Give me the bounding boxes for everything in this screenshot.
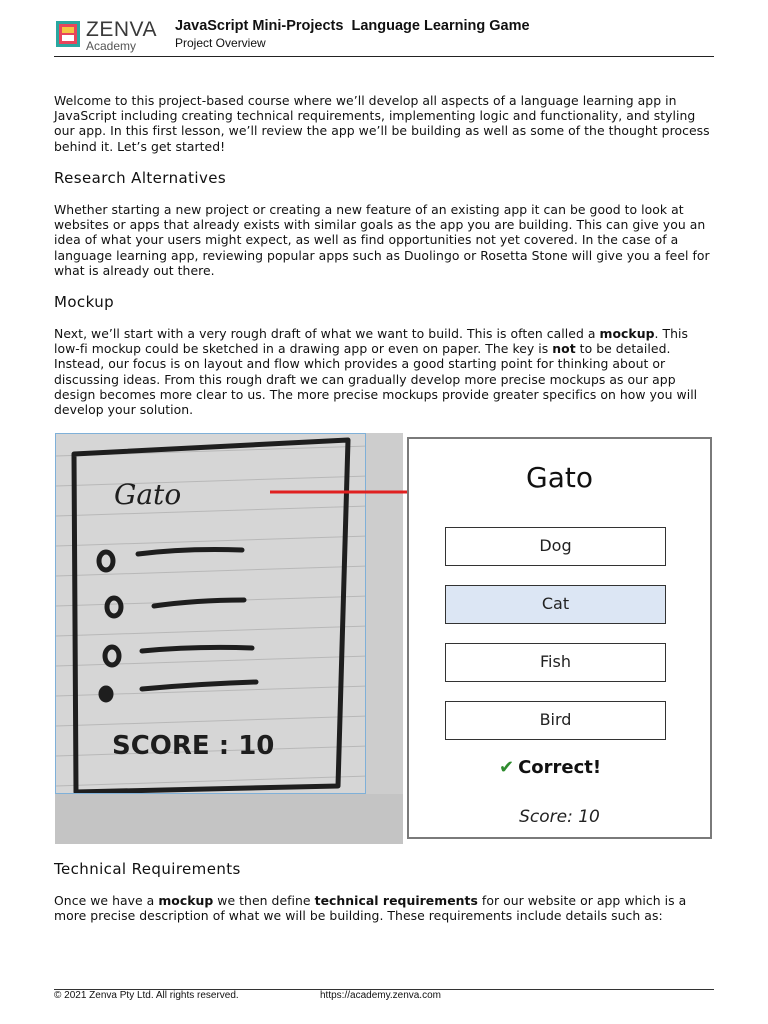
heading-technical-requirements: Technical Requirements	[54, 860, 241, 878]
zenva-logo	[54, 18, 174, 52]
page-footer	[54, 989, 714, 1006]
sketch-score: SCORE : 10	[112, 731, 275, 761]
technical-requirements-paragraph: Once we have a mockup we then define technical requirements for our website or app which is a more precise description of what we will be building. These requirements include details such as:	[54, 893, 687, 924]
option-cat[interactable]: Cat	[445, 585, 666, 624]
heading-mockup: Mockup	[54, 293, 115, 311]
mockup-title: Gato	[526, 461, 593, 494]
option-bird[interactable]: Bird	[445, 701, 666, 740]
page-header	[54, 14, 714, 57]
mockup-paragraph: Next, we’ll start with a very rough draft of what we want to build. This is often called a mockup. This low-fi mockup could be sketched in a drawing app or even on paper. The key is not to be detailed. Instead, our focus is on layout and flow which provides a good starting point for thinking about or discussing ideas. From this rough draft we can gradually develop more precise mockups as our app design becomes more clear to us. The more precise mockups provide greater specifics on how you will develop your solution.	[54, 326, 698, 418]
logo-name: ZENVA	[86, 18, 157, 41]
mockup-score: Score: 10	[519, 807, 600, 827]
zenva-logo-icon	[56, 21, 80, 47]
result-message: ✔ Correct!	[499, 757, 602, 778]
heading-research-alternatives: Research Alternatives	[54, 169, 227, 187]
digital-mockup	[407, 437, 712, 839]
sketch-title: Gato	[114, 478, 182, 511]
document-title: JavaScript Mini-Projects Language Learning Game	[175, 18, 530, 34]
sketch-photo-bottom	[55, 794, 403, 844]
logo-subtitle: Academy	[86, 39, 137, 53]
document-subtitle: Project Overview	[175, 36, 266, 50]
footer-copyright: © 2021 Zenva Pty Ltd. All rights reserved.	[54, 990, 239, 1001]
option-fish[interactable]: Fish	[445, 643, 666, 682]
option-dog[interactable]: Dog	[445, 527, 666, 566]
intro-paragraph: Welcome to this project-based course where we’ll develop all aspects of a language learning app in JavaScript including creating technical requirements, implementing logic and functionality, and styling our app. In this first lesson, we’ll review the app we’ll be building as well as some of the thought process behind it. Let’s get started!	[54, 93, 710, 154]
research-paragraph: Whether starting a new project or creating a new feature of an existing app it can be good to look at websites or apps that already exists with similar goals as the app you are building. This can give you an idea of what your users might expect, as well as find opportunities not yet covered. In the case of a language learning app, reviewing popular apps such as Duolingo or Rosetta Stone will give you a feel for what is already out there.	[54, 202, 710, 278]
checkmark-icon: ✔	[499, 757, 515, 778]
footer-url[interactable]: https://academy.zenva.com	[320, 990, 441, 1001]
